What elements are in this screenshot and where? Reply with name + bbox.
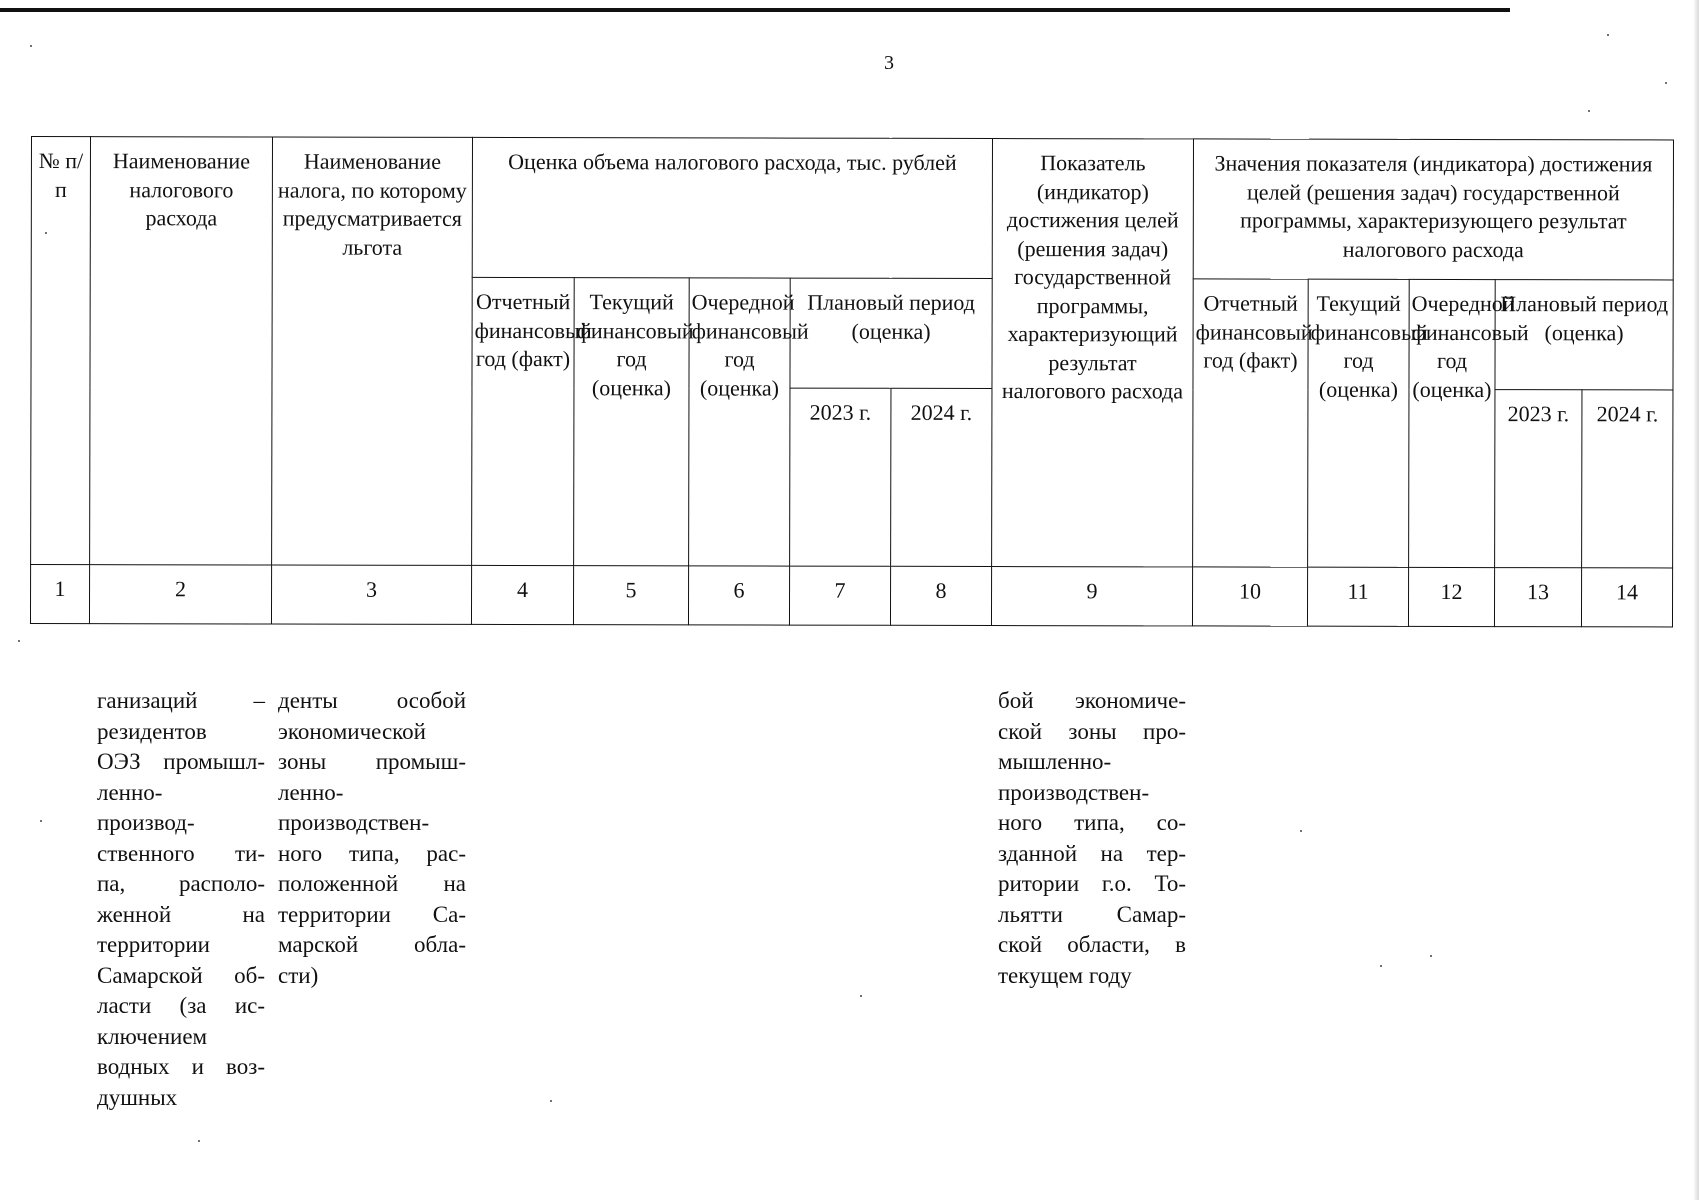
fragment-line: резидентов — [97, 718, 207, 744]
header-plan-2024: 2024 г. — [891, 388, 992, 566]
fragment-line: ленно- — [278, 779, 344, 805]
scan-speck — [1300, 830, 1302, 832]
text-fragment-col3 — [278, 686, 466, 991]
column-number: 8 — [890, 566, 991, 625]
fragment-line: сти) — [278, 962, 319, 988]
fragment-line: денты особой — [278, 688, 466, 713]
fragment-line: ного типа, со- — [998, 810, 1186, 835]
scan-top-border — [0, 8, 1510, 12]
fragment-line: территории Са- — [278, 901, 466, 927]
column-number: 11 — [1307, 567, 1408, 626]
column-number: 13 — [1494, 568, 1581, 627]
text-fragment-col9 — [998, 686, 1186, 991]
scan-speck — [18, 640, 20, 642]
fragment-line: бой экономиче- — [998, 688, 1186, 713]
column-number: 2 — [89, 565, 271, 624]
header-indicator-values: Значения показателя (индикатора) достижения целей (решения задач) государственной программы, характеризующего результат налогового расхода — [1193, 139, 1673, 280]
scan-speck — [1588, 110, 1590, 112]
fragment-line: ключением — [97, 1023, 208, 1049]
header-values-plan-2024: 2024 г. — [1582, 390, 1673, 568]
scan-speck — [30, 45, 32, 47]
fragment-line: зоны промыш- — [278, 749, 466, 774]
fragment-line: экономической — [278, 718, 426, 744]
fragment-line: марской обла- — [278, 932, 466, 957]
scan-right-edge — [1693, 0, 1699, 1200]
fragment-line: положенной на — [278, 871, 466, 896]
header-plan-period: Плановый период (оценка) — [790, 278, 992, 388]
fragment-line: водных и воз- — [97, 1054, 265, 1079]
fragment-line: текущем году — [998, 962, 1132, 988]
fragment-line: ласти (за ис- — [97, 993, 265, 1018]
fragment-line: ОЭЗ промышл- — [97, 749, 265, 774]
header-values-next-year: Очередной финансовый год (оценка) — [1409, 279, 1496, 567]
header-next-year: Очередной финансовый год (оценка) — [689, 278, 791, 566]
column-number: 10 — [1192, 567, 1307, 626]
fragment-line: ного типа, рас- — [278, 840, 466, 866]
fragment-line: ритории г.о. То- — [998, 871, 1186, 896]
fragment-line: мышленно- — [998, 749, 1112, 774]
scan-speck — [1380, 965, 1382, 967]
header-estimate: Оценка объема налогового расхода, тыс. рублей — [472, 137, 992, 278]
column-number: 3 — [271, 565, 471, 624]
column-number: 14 — [1581, 568, 1672, 627]
fragment-line: ственного ти- — [97, 840, 265, 866]
header-tax-name: Наименование налога, по которому предусматривается льгота — [272, 137, 473, 565]
scan-speck — [1607, 34, 1609, 36]
fragment-line: льятти Самар- — [998, 901, 1186, 927]
header-values-plan-2023: 2023 г. — [1495, 390, 1582, 568]
header-number: № п/п — [31, 137, 91, 565]
header-current-year: Текущий финансовый год (оценка) — [574, 278, 690, 566]
scan-speck — [860, 995, 862, 997]
fragment-line: производствен- — [278, 810, 430, 835]
fragment-line: ской области, в — [998, 932, 1186, 957]
scan-speck — [198, 1140, 200, 1142]
tax-expense-table — [30, 136, 1674, 627]
fragment-line: производ- — [97, 810, 195, 835]
scan-speck — [45, 232, 47, 234]
header-indicator: Показатель (индикатор) достижения целей (решения задач) государственной программы, характеризующий результат налогового расхода — [992, 139, 1194, 567]
scan-speck — [550, 1100, 552, 1102]
header-values-reported-year: Отчетный финансовый год (факт) — [1193, 279, 1309, 567]
fragment-line: ской зоны про- — [998, 718, 1186, 744]
column-number: 5 — [573, 566, 688, 625]
fragment-line: Самарской об- — [97, 962, 265, 988]
fragment-line: па, располо- — [97, 871, 265, 896]
header-values-current-year: Текущий финансовый год (оценка) — [1308, 279, 1410, 567]
fragment-line: территории — [97, 932, 210, 957]
column-number: 12 — [1408, 567, 1494, 626]
fragment-line: душных — [97, 1084, 178, 1110]
column-number: 6 — [688, 566, 789, 625]
header-tax-expense-name: Наименование налогового расхода — [90, 137, 273, 565]
text-fragment-col2 — [97, 686, 265, 1113]
column-number: 4 — [471, 565, 573, 624]
fragment-line: женной на — [97, 901, 265, 927]
fragment-line: производствен- — [998, 779, 1150, 805]
page-number: 3 — [884, 52, 894, 74]
header-plan-2023: 2023 г. — [790, 388, 891, 566]
header-values-plan-period: Плановый период (оценка) — [1495, 280, 1673, 390]
scan-speck — [40, 820, 42, 822]
column-number: 1 — [30, 565, 89, 624]
scan-speck — [1665, 82, 1667, 84]
fragment-line: ленно- — [97, 779, 163, 805]
column-number-row — [30, 565, 1672, 627]
fragment-line: зданной на тер- — [998, 840, 1186, 866]
header-reported-year: Отчетный финансовый год (факт) — [472, 277, 575, 565]
column-number: 9 — [991, 567, 1192, 626]
scan-speck — [1430, 955, 1432, 957]
fragment-line: ганизаций – — [97, 688, 265, 713]
column-number: 7 — [789, 566, 890, 625]
